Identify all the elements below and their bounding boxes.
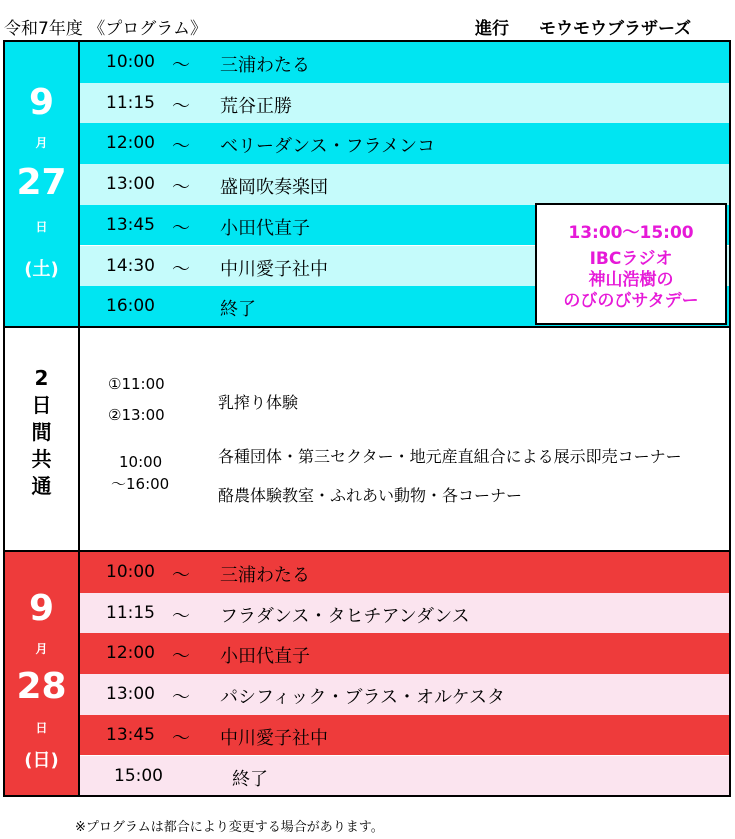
day2-row bbox=[80, 593, 729, 634]
day1-date-unit: 日 bbox=[35, 220, 48, 234]
milking-time-2: ②13:00 bbox=[108, 406, 165, 424]
row-time: 11:15 bbox=[106, 92, 155, 113]
row-time: 13:45 bbox=[106, 214, 155, 235]
row-tilde: 〜 bbox=[172, 258, 190, 280]
row-time: 12:00 bbox=[106, 643, 155, 664]
row-act: 三浦わたる bbox=[220, 55, 310, 76]
row-act: 小田代直子 bbox=[220, 217, 310, 239]
row-tilde: 〜 bbox=[172, 727, 190, 749]
notice-time: 13:00〜15:00 bbox=[568, 223, 694, 243]
row-time: 13:00 bbox=[106, 174, 155, 195]
row-act: パシフィック・ブラス・オルケスタ bbox=[220, 687, 505, 709]
row-time: 10:00 bbox=[106, 562, 155, 582]
section-divider bbox=[5, 326, 729, 328]
milking-time-1: ①11:00 bbox=[108, 375, 165, 393]
row-act: フラダンス・タヒチアンダンス bbox=[220, 605, 470, 627]
program-table bbox=[3, 40, 731, 797]
row-time: 12:00 bbox=[106, 133, 155, 154]
day2-month-unit: 月 bbox=[35, 642, 48, 656]
day2-weekday: (日) bbox=[24, 750, 59, 771]
day1-month-number: 9 bbox=[28, 82, 55, 123]
common-label bbox=[5, 365, 78, 500]
footnote: ※プログラムは都合により変更する場合があります。 bbox=[75, 820, 384, 835]
common-label-char: 共 bbox=[31, 447, 52, 471]
sale-time-end: 〜16:00 bbox=[111, 475, 170, 493]
day2-month-number: 9 bbox=[28, 588, 55, 629]
milking-activity: 乳搾り体験 bbox=[218, 393, 299, 412]
day2-row bbox=[80, 633, 729, 674]
day2-date-cell bbox=[5, 552, 80, 795]
row-act: ベリーダンス・フラメンコ bbox=[220, 136, 436, 158]
row-tilde: 〜 bbox=[172, 605, 190, 627]
day2-row bbox=[80, 756, 729, 796]
day1-month-unit: 月 bbox=[35, 136, 48, 150]
common-label-char: 日 bbox=[31, 393, 52, 417]
row-tilde: 〜 bbox=[172, 55, 190, 76]
row-act: 小田代直子 bbox=[220, 646, 310, 668]
row-act: 中川愛子社中 bbox=[220, 727, 328, 749]
row-tilde: 〜 bbox=[172, 646, 190, 668]
sale-corner: 各種団体・第三セクター・地元産直組合による展示即売コーナー bbox=[218, 447, 682, 466]
notice-line2: 神山浩樹の bbox=[588, 270, 674, 290]
row-act: 終了 bbox=[232, 768, 268, 790]
day1-row bbox=[80, 42, 729, 83]
row-time: 15:00 bbox=[114, 765, 163, 786]
row-tilde: 〜 bbox=[172, 136, 190, 158]
row-tilde: 〜 bbox=[172, 565, 190, 586]
page-title: 令和7年度 《プログラム》 bbox=[4, 19, 208, 39]
row-time: 10:00 bbox=[106, 52, 155, 72]
notice-title bbox=[537, 249, 725, 312]
day2-row bbox=[80, 715, 729, 756]
row-time: 16:00 bbox=[106, 296, 155, 317]
row-act: 盛岡吹奏楽団 bbox=[220, 177, 328, 199]
host-name: モウモウブラザーズ bbox=[539, 19, 692, 39]
host-label: 進行 bbox=[475, 19, 509, 39]
notice-line1: IBCラジオ bbox=[589, 249, 673, 269]
radio-notice-box bbox=[535, 203, 727, 325]
notice-line3: のびのびサタデー bbox=[563, 291, 699, 311]
day1-row bbox=[80, 83, 729, 124]
day1-date-number: 27 bbox=[16, 162, 67, 203]
row-act: 荒谷正勝 bbox=[220, 95, 292, 117]
common-label-char: 通 bbox=[31, 474, 52, 498]
experience-corners: 酪農体験教室・ふれあい動物・各コーナー bbox=[218, 486, 523, 505]
day2-date-unit: 日 bbox=[35, 721, 48, 735]
row-time: 11:15 bbox=[106, 602, 155, 623]
day1-row bbox=[80, 164, 729, 205]
day1-row bbox=[80, 123, 729, 164]
row-time: 13:00 bbox=[106, 684, 155, 705]
row-tilde: 〜 bbox=[172, 95, 190, 117]
row-tilde: 〜 bbox=[172, 177, 190, 199]
day2-row bbox=[80, 552, 729, 593]
row-tilde: 〜 bbox=[172, 687, 190, 709]
common-label-cell bbox=[5, 328, 80, 550]
day1-weekday: (土) bbox=[24, 259, 59, 280]
row-time: 14:30 bbox=[106, 255, 155, 276]
row-act: 終了 bbox=[220, 299, 256, 321]
day1-date-cell bbox=[5, 42, 80, 327]
sale-time-start: 10:00 bbox=[119, 453, 163, 471]
row-tilde: 〜 bbox=[172, 217, 190, 239]
row-act: 中川愛子社中 bbox=[220, 258, 328, 280]
host-info bbox=[475, 14, 691, 39]
row-act: 三浦わたる bbox=[220, 565, 310, 586]
common-label-char: 間 bbox=[31, 420, 52, 444]
common-label-char: 2 bbox=[34, 366, 49, 390]
day2-date-number: 28 bbox=[16, 666, 67, 707]
row-time: 13:45 bbox=[106, 724, 155, 745]
day2-row bbox=[80, 674, 729, 715]
